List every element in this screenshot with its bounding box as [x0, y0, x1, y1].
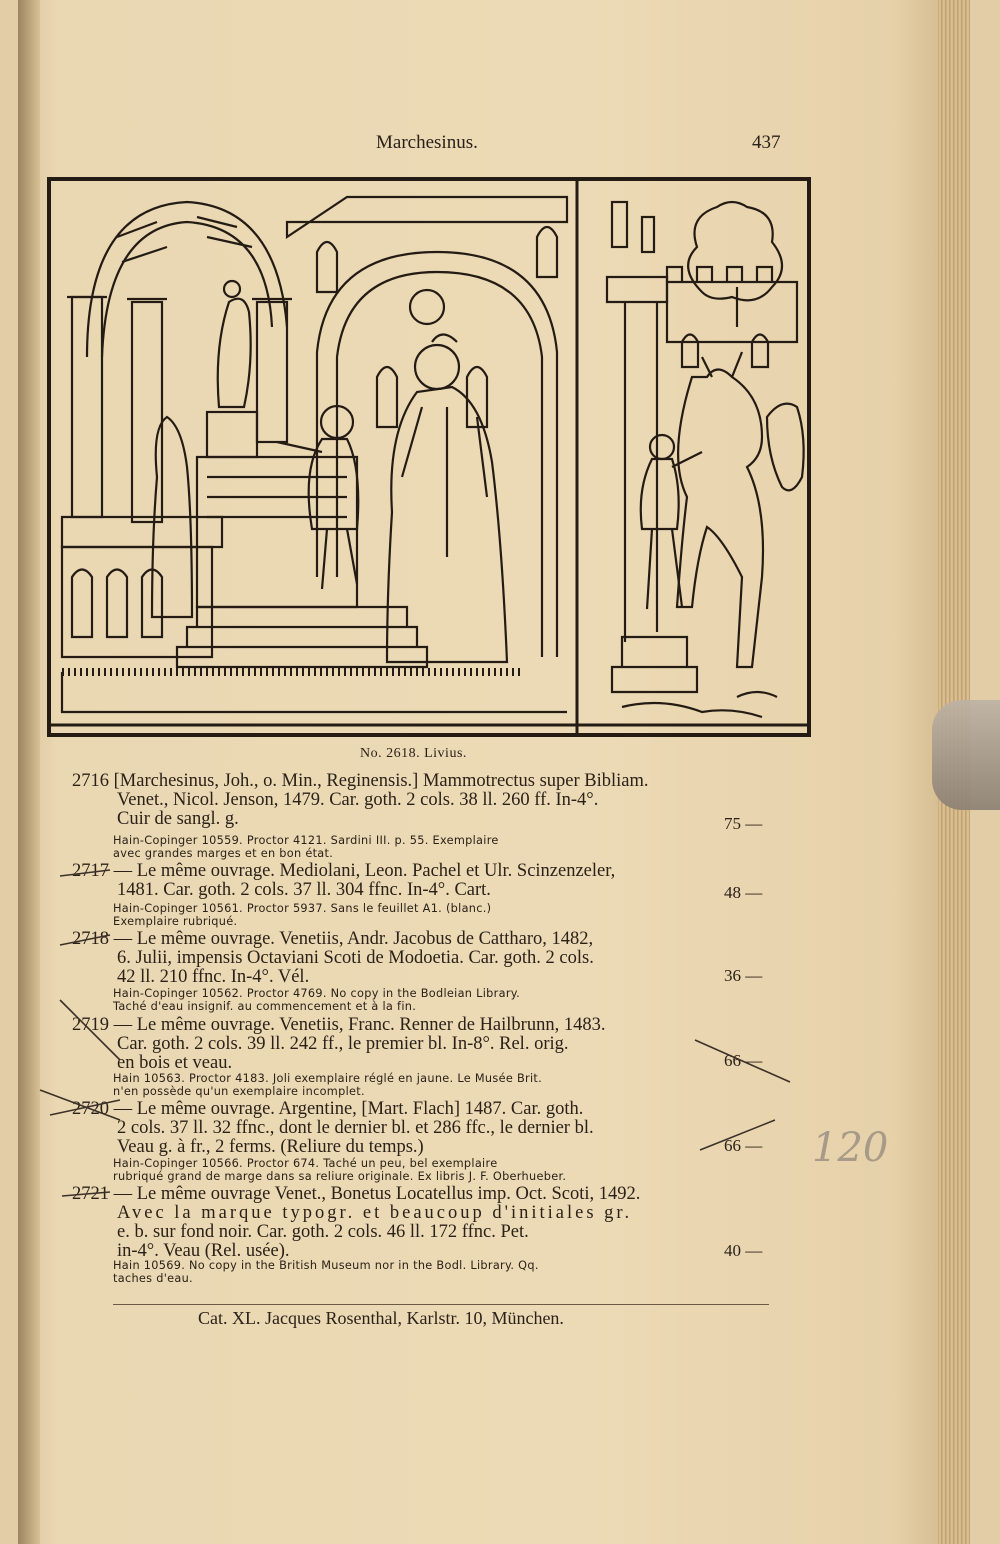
page-clip	[932, 700, 1000, 810]
note-line: Hain 10569. No copy in the British Museum nor in the Bodl. Library. Qq.	[113, 1259, 539, 1272]
entry-line: 2719 — Le même ouvrage. Venetiis, Franc. Renner de Hailbrunn, 1483.	[72, 1015, 606, 1035]
note-line: taches d'eau.	[113, 1271, 193, 1285]
entry-line: 2721 — Le même ouvrage Venet., Bonetus Locatellus imp. Oct. Scoti, 1492.	[72, 1184, 641, 1204]
price: 75 —	[724, 814, 763, 833]
entry-line: 42 ll. 210 ffnc. In-4°. Vél.	[117, 967, 310, 987]
woodcut-illustration	[47, 177, 811, 737]
entry-line: 2716 [Marchesinus, Joh., o. Min., Reginensis.] Mammotrectus super Bibliam.	[72, 771, 649, 791]
binding-shadow	[18, 0, 40, 1544]
price: 66 —	[724, 1136, 763, 1155]
price: 36 —	[724, 966, 763, 985]
handwritten-price-note: 120	[812, 1125, 889, 1171]
running-title: Marchesinus.	[376, 132, 478, 153]
entry-line: 2718 — Le même ouvrage. Venetiis, Andr. Jacobus de Cattharo, 1482,	[72, 929, 594, 949]
note-line: n'en possède qu'un exemplaire incomplet.	[113, 1084, 365, 1098]
note-line: Hain-Copinger 10561. Proctor 5937. Sans le feuillet A1. (blanc.)	[113, 902, 492, 915]
price: 40 —	[724, 1241, 763, 1260]
catalog-entry-2717	[72, 862, 752, 900]
entry-line: en bois et veau.	[117, 1053, 233, 1073]
entry-line: 6. Julii, impensis Octaviani Scoti de Modoetia. Car. goth. 2 cols.	[117, 948, 594, 968]
note-line: Hain-Copinger 10559. Proctor 4121. Sardini III. p. 55. Exemplaire	[113, 834, 499, 847]
entry-line: Venet., Nicol. Jenson, 1479. Car. goth. 2 cols. 38 ll. 260 ff. In-4°.	[117, 790, 599, 810]
price: 48 —	[724, 883, 763, 902]
catalog-entry-2721	[72, 1185, 752, 1261]
note-line: rubriqué grand de marge dans sa reliure originale. Ex libris J. F. Oberhueber.	[113, 1169, 567, 1183]
page-number: 437	[752, 132, 781, 153]
entry-line: 2 cols. 37 ll. 32 ffnc., dont le dernier bl. et 286 ffc., le dernier bl.	[117, 1118, 594, 1138]
entry-line: Cuir de sangl. g.	[117, 809, 239, 829]
catalog-entry-2716	[72, 772, 752, 829]
catalog-entry-2719	[72, 1016, 752, 1073]
catalog-entry-2720	[72, 1100, 752, 1157]
entry-line: 1481. Car. goth. 2 cols. 37 ll. 304 ffnc. In-4°. Cart.	[117, 880, 491, 900]
entry-line: e. b. sur fond noir. Car. goth. 2 cols. 46 ll. 172 ffnc. Pet.	[117, 1222, 529, 1242]
note-line: Hain-Copinger 10566. Proctor 674. Taché un peu, bel exemplaire	[113, 1157, 498, 1170]
entry-line: Avec la marque typogr. et beaucoup d'initiales gr.	[117, 1203, 633, 1223]
entry-line: 2717 — Le même ouvrage. Mediolani, Leon. Pachel et Ulr. Scinzenzeler,	[72, 861, 616, 881]
note-line: Hain 10563. Proctor 4183. Joli exemplaire réglé en jaune. Le Musée Brit.	[113, 1072, 543, 1085]
bibliographic-note	[113, 835, 713, 860]
bibliographic-note	[113, 1260, 713, 1285]
entry-line: 2720 — Le même ouvrage. Argentine, [Mart. Flach] 1487. Car. goth.	[72, 1099, 584, 1119]
footer-rule	[113, 1304, 769, 1305]
note-line: Taché d'eau insignif. au commencement et à la fin.	[113, 999, 417, 1013]
bibliographic-note	[113, 1073, 713, 1098]
note-line: avec grandes marges et en bon état.	[113, 846, 334, 860]
price: 66 —	[724, 1051, 763, 1070]
bibliographic-note	[113, 988, 713, 1013]
catalog-entry-2718	[72, 930, 752, 987]
catalog-footer: Cat. XL. Jacques Rosenthal, Karlstr. 10, München.	[198, 1308, 564, 1328]
entry-line: Car. goth. 2 cols. 39 ll. 242 ff., le premier bl. In-8°. Rel. orig.	[117, 1034, 569, 1054]
bibliographic-note	[113, 903, 713, 928]
note-line: Exemplaire rubriqué.	[113, 914, 238, 928]
entry-line: Veau g. à fr., 2 ferms. (Reliure du temps.)	[117, 1137, 424, 1157]
bibliographic-note	[113, 1158, 713, 1183]
entry-line: in-4°. Veau (Rel. usée).	[117, 1241, 290, 1261]
figure-caption: No. 2618. Livius.	[360, 746, 467, 761]
note-line: Hain-Copinger 10562. Proctor 4769. No copy in the Bodleian Library.	[113, 987, 521, 1000]
